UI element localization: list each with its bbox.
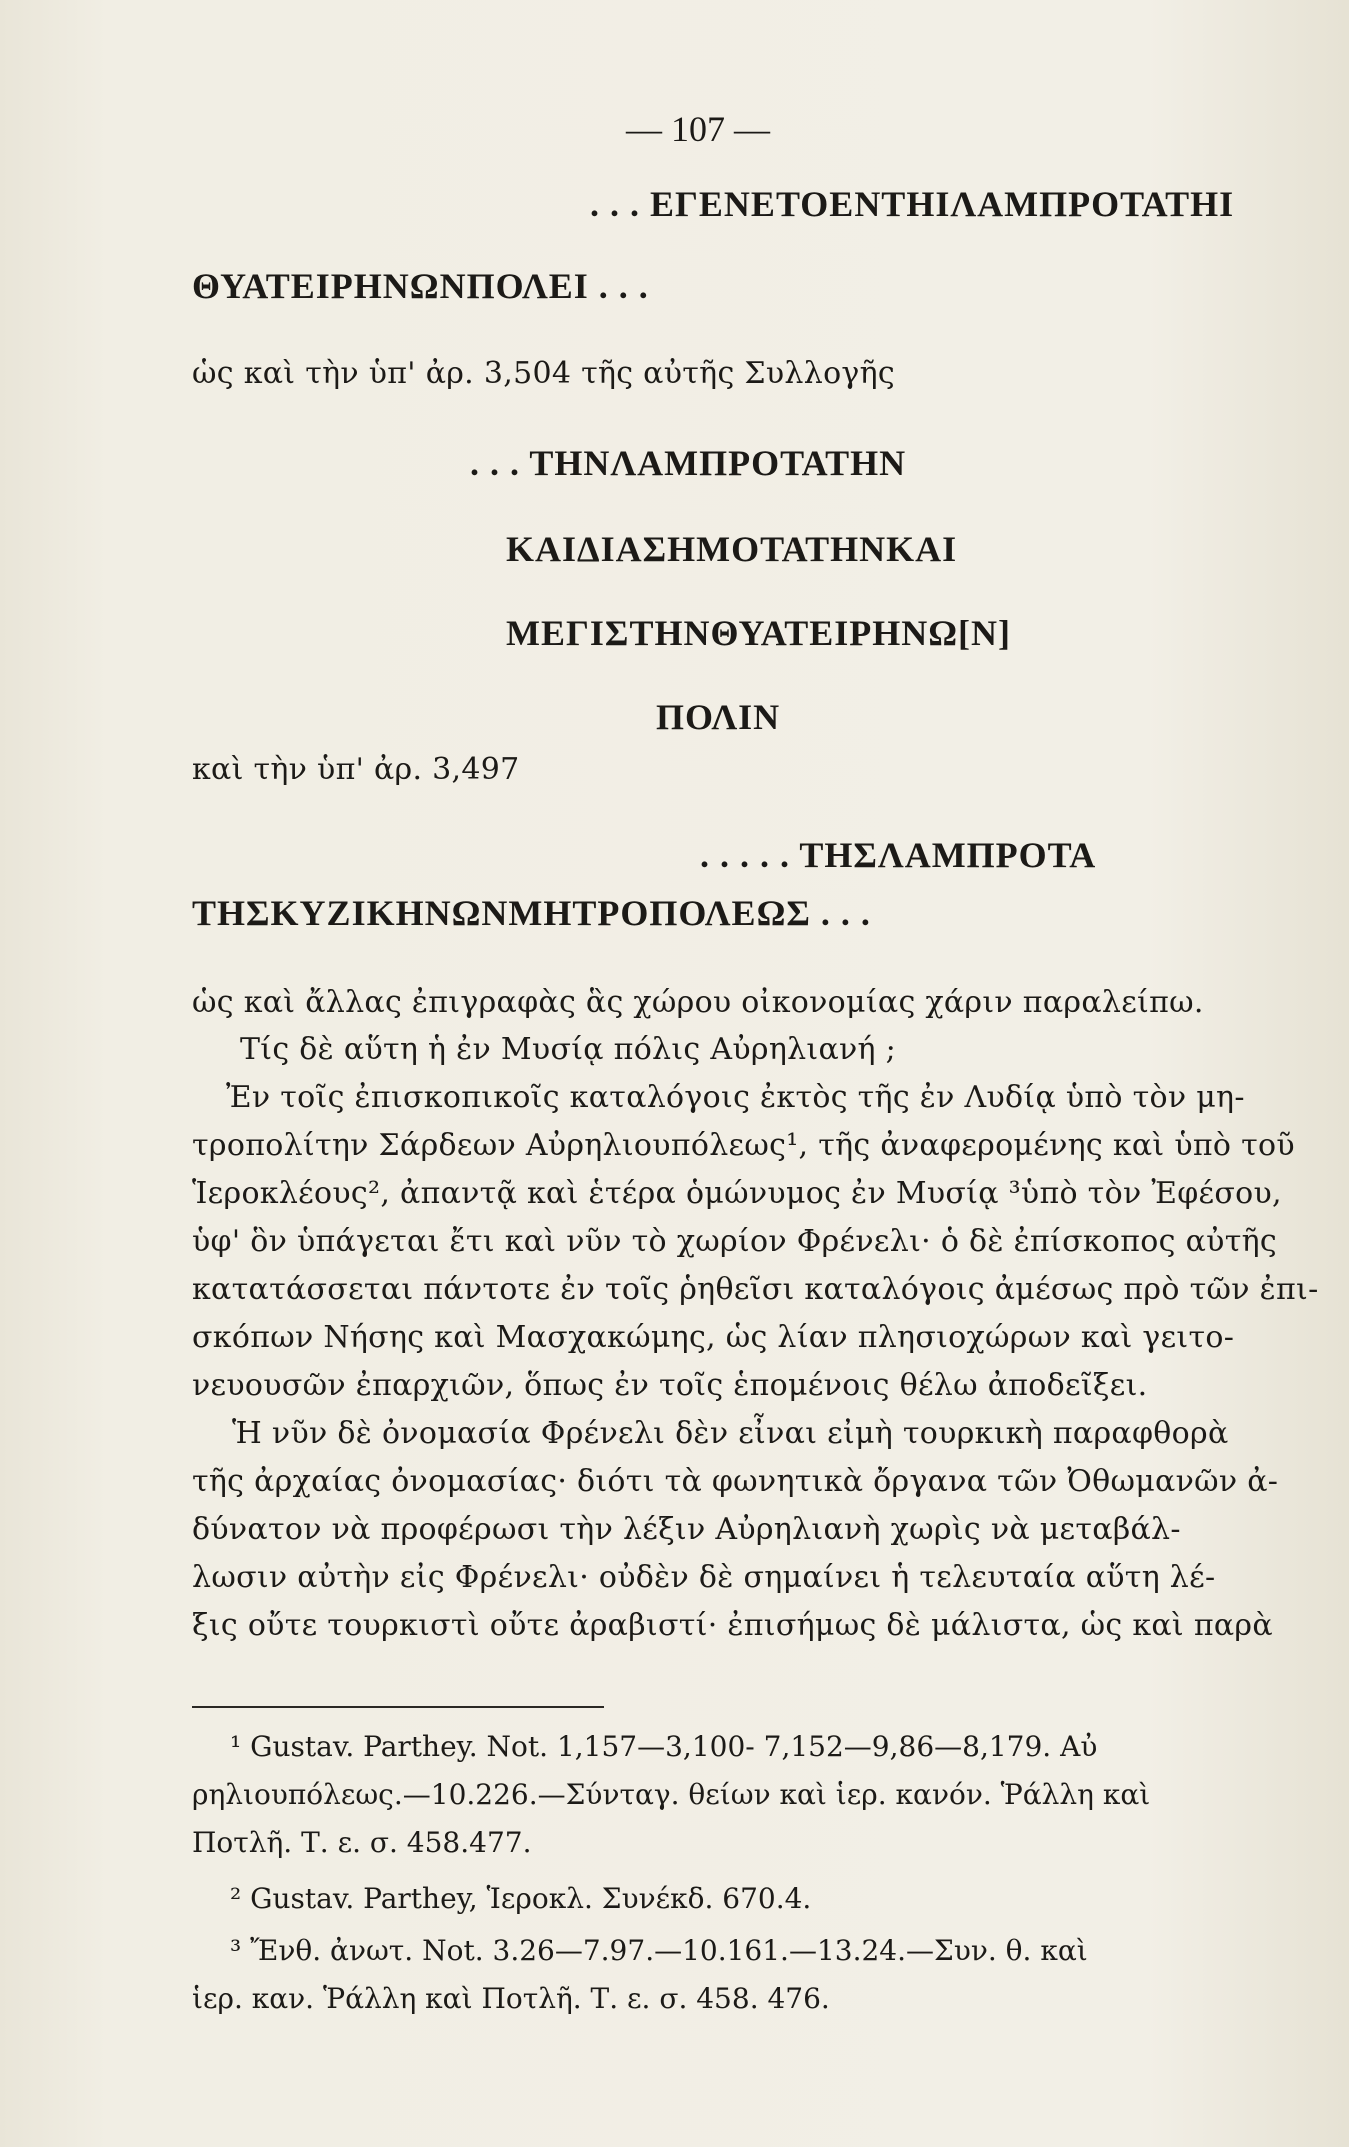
paragraph-line: Ἡ νῦν δὲ ὀνομασία Φρένελι δὲν εἶναι εἰμὴ τουρκικὴ παραφθορὰ xyxy=(232,1416,1229,1451)
inscription-reference: καὶ τὴν ὑπ' ἀρ. 3,497 xyxy=(192,752,520,787)
paragraph-line: Τίς δὲ αὕτη ἡ ἐν Μυσίᾳ πόλις Αὐρηλιανή ; xyxy=(240,1032,897,1067)
paragraph-line: ὑφ' ὃν ὑπάγεται ἔτι καὶ νῦν τὸ χωρίον Φρένελι· ὁ δὲ ἐπίσκοπος αὐτῆς xyxy=(192,1224,1277,1259)
paragraph-line: τῆς ἀρχαίας ὀνομασίας· διότι τὰ φωνητικὰ ὄργανα τῶν Ὀθωμανῶν ἀ- xyxy=(192,1464,1279,1499)
paragraph-line: σκόπων Νήσης καὶ Μασχακώμης, ὡς λίαν πλησιοχώρων καὶ γειτο- xyxy=(192,1320,1235,1355)
inscription-line: . . . ΕΓΕΝΕΤΟΕΝΤΗΙΛΑΜΠΡΟΤΑΤΗΙ xyxy=(590,184,1235,224)
inscription-reference: ὡς καὶ τὴν ὑπ' ἀρ. 3,504 τῆς αὐτῆς Συλλογῆς xyxy=(192,356,896,391)
paragraph-line: ὡς καὶ ἄλλας ἐπιγραφὰς ἃς χώρου οἰκονομίας χάριν παραλείπω. xyxy=(192,985,1204,1020)
paragraph-line: ξις οὔτε τουρκιστὶ οὔτε ἀραβιστί· ἐπισήμως δὲ μάλιστα, ὡς καὶ παρὰ xyxy=(192,1608,1273,1643)
footnote-line: ² Gustav. Parthey, Ἱεροκλ. Συνέκδ. 670.4. xyxy=(230,1882,812,1915)
page-number: — 107 — xyxy=(626,109,770,149)
paragraph-line: Ἐν τοῖς ἐπισκοπικοῖς καταλόγοις ἐκτὸς τῆς ἐν Λυδίᾳ ὑπὸ τὸν μη- xyxy=(226,1080,1245,1115)
inscription-line: ΠΟΛΙΝ xyxy=(656,697,781,737)
paragraph-line: τροπολίτην Σάρδεων Αὐρηλιουπόλεως¹, τῆς ἀναφερομένης καὶ ὑπὸ τοῦ xyxy=(192,1128,1295,1163)
inscription-line: ΚΑΙΔΙΑΣΗΜΟΤΑΤΗΝΚΑΙ xyxy=(506,529,958,569)
paragraph-line: κατατάσσεται πάντοτε ἐν τοῖς ῥηθεῖσι καταλόγοις ἀμέσως πρὸ τῶν ἐπι- xyxy=(192,1272,1319,1307)
paragraph-line: λωσιν αὐτὴν εἰς Φρένελι· οὐδὲν δὲ σημαίνει ἡ τελευταία αὕτη λέ- xyxy=(192,1560,1216,1595)
paragraph-line: νευουσῶν ἐπαρχιῶν, ὅπως ἐν τοῖς ἑπομένοις θέλω ἀποδεῖξει. xyxy=(192,1368,1148,1403)
footnote-line: ¹ Gustav. Parthey. Not. 1,157—3,100- 7,152—9,86—8,179. Αὐ xyxy=(230,1730,1098,1763)
footnote-line: Ποτλῆ. Τ. ε. σ. 458.477. xyxy=(192,1826,532,1859)
inscription-line: ΘΥΑΤΕΙΡΗΝΩΝΠΟΛΕΙ . . . xyxy=(192,266,649,306)
inscription-line: ΜΕΓΙΣΤΗΝΘΥΑΤΕΙΡΗΝΩ[Ν] xyxy=(506,613,1012,653)
footnote-line: ἱερ. καν. Ῥάλλη καὶ Ποτλῆ. Τ. ε. σ. 458. 476. xyxy=(192,1982,830,2015)
footnote-line: ³ Ἔνθ. ἀνωτ. Not. 3.26—7.97.—10.161.—13.24.—Συν. θ. καὶ xyxy=(230,1934,1088,1967)
paragraph-line: δύνατον νὰ προφέρωσι τὴν λέξιν Αὐρηλιανὴ χωρὶς νὰ μεταβάλ- xyxy=(192,1512,1181,1547)
inscription-line: . . . . . ΤΗΣΛΑΜΠΡΟΤΑ xyxy=(700,835,1097,875)
footnote-line: ρηλιουπόλεως.—10.226.—Σύνταγ. θείων καὶ ἱερ. κανόν. Ῥάλλη καὶ xyxy=(192,1778,1151,1811)
paragraph-line: Ἱεροκλέους², ἀπαντᾷ καὶ ἑτέρα ὁμώνυμος ἐν Μυσίᾳ ³ὑπὸ τὸν Ἐφέσου, xyxy=(192,1176,1282,1211)
inscription-line: ΤΗΣΚΥΖΙΚΗΝΩΝΜΗΤΡΟΠΟΛΕΩΣ . . . xyxy=(192,893,871,933)
inscription-line: . . . ΤΗΝΛΑΜΠΡΟΤΑΤΗΝ xyxy=(470,443,907,483)
footnote-divider xyxy=(192,1706,604,1708)
